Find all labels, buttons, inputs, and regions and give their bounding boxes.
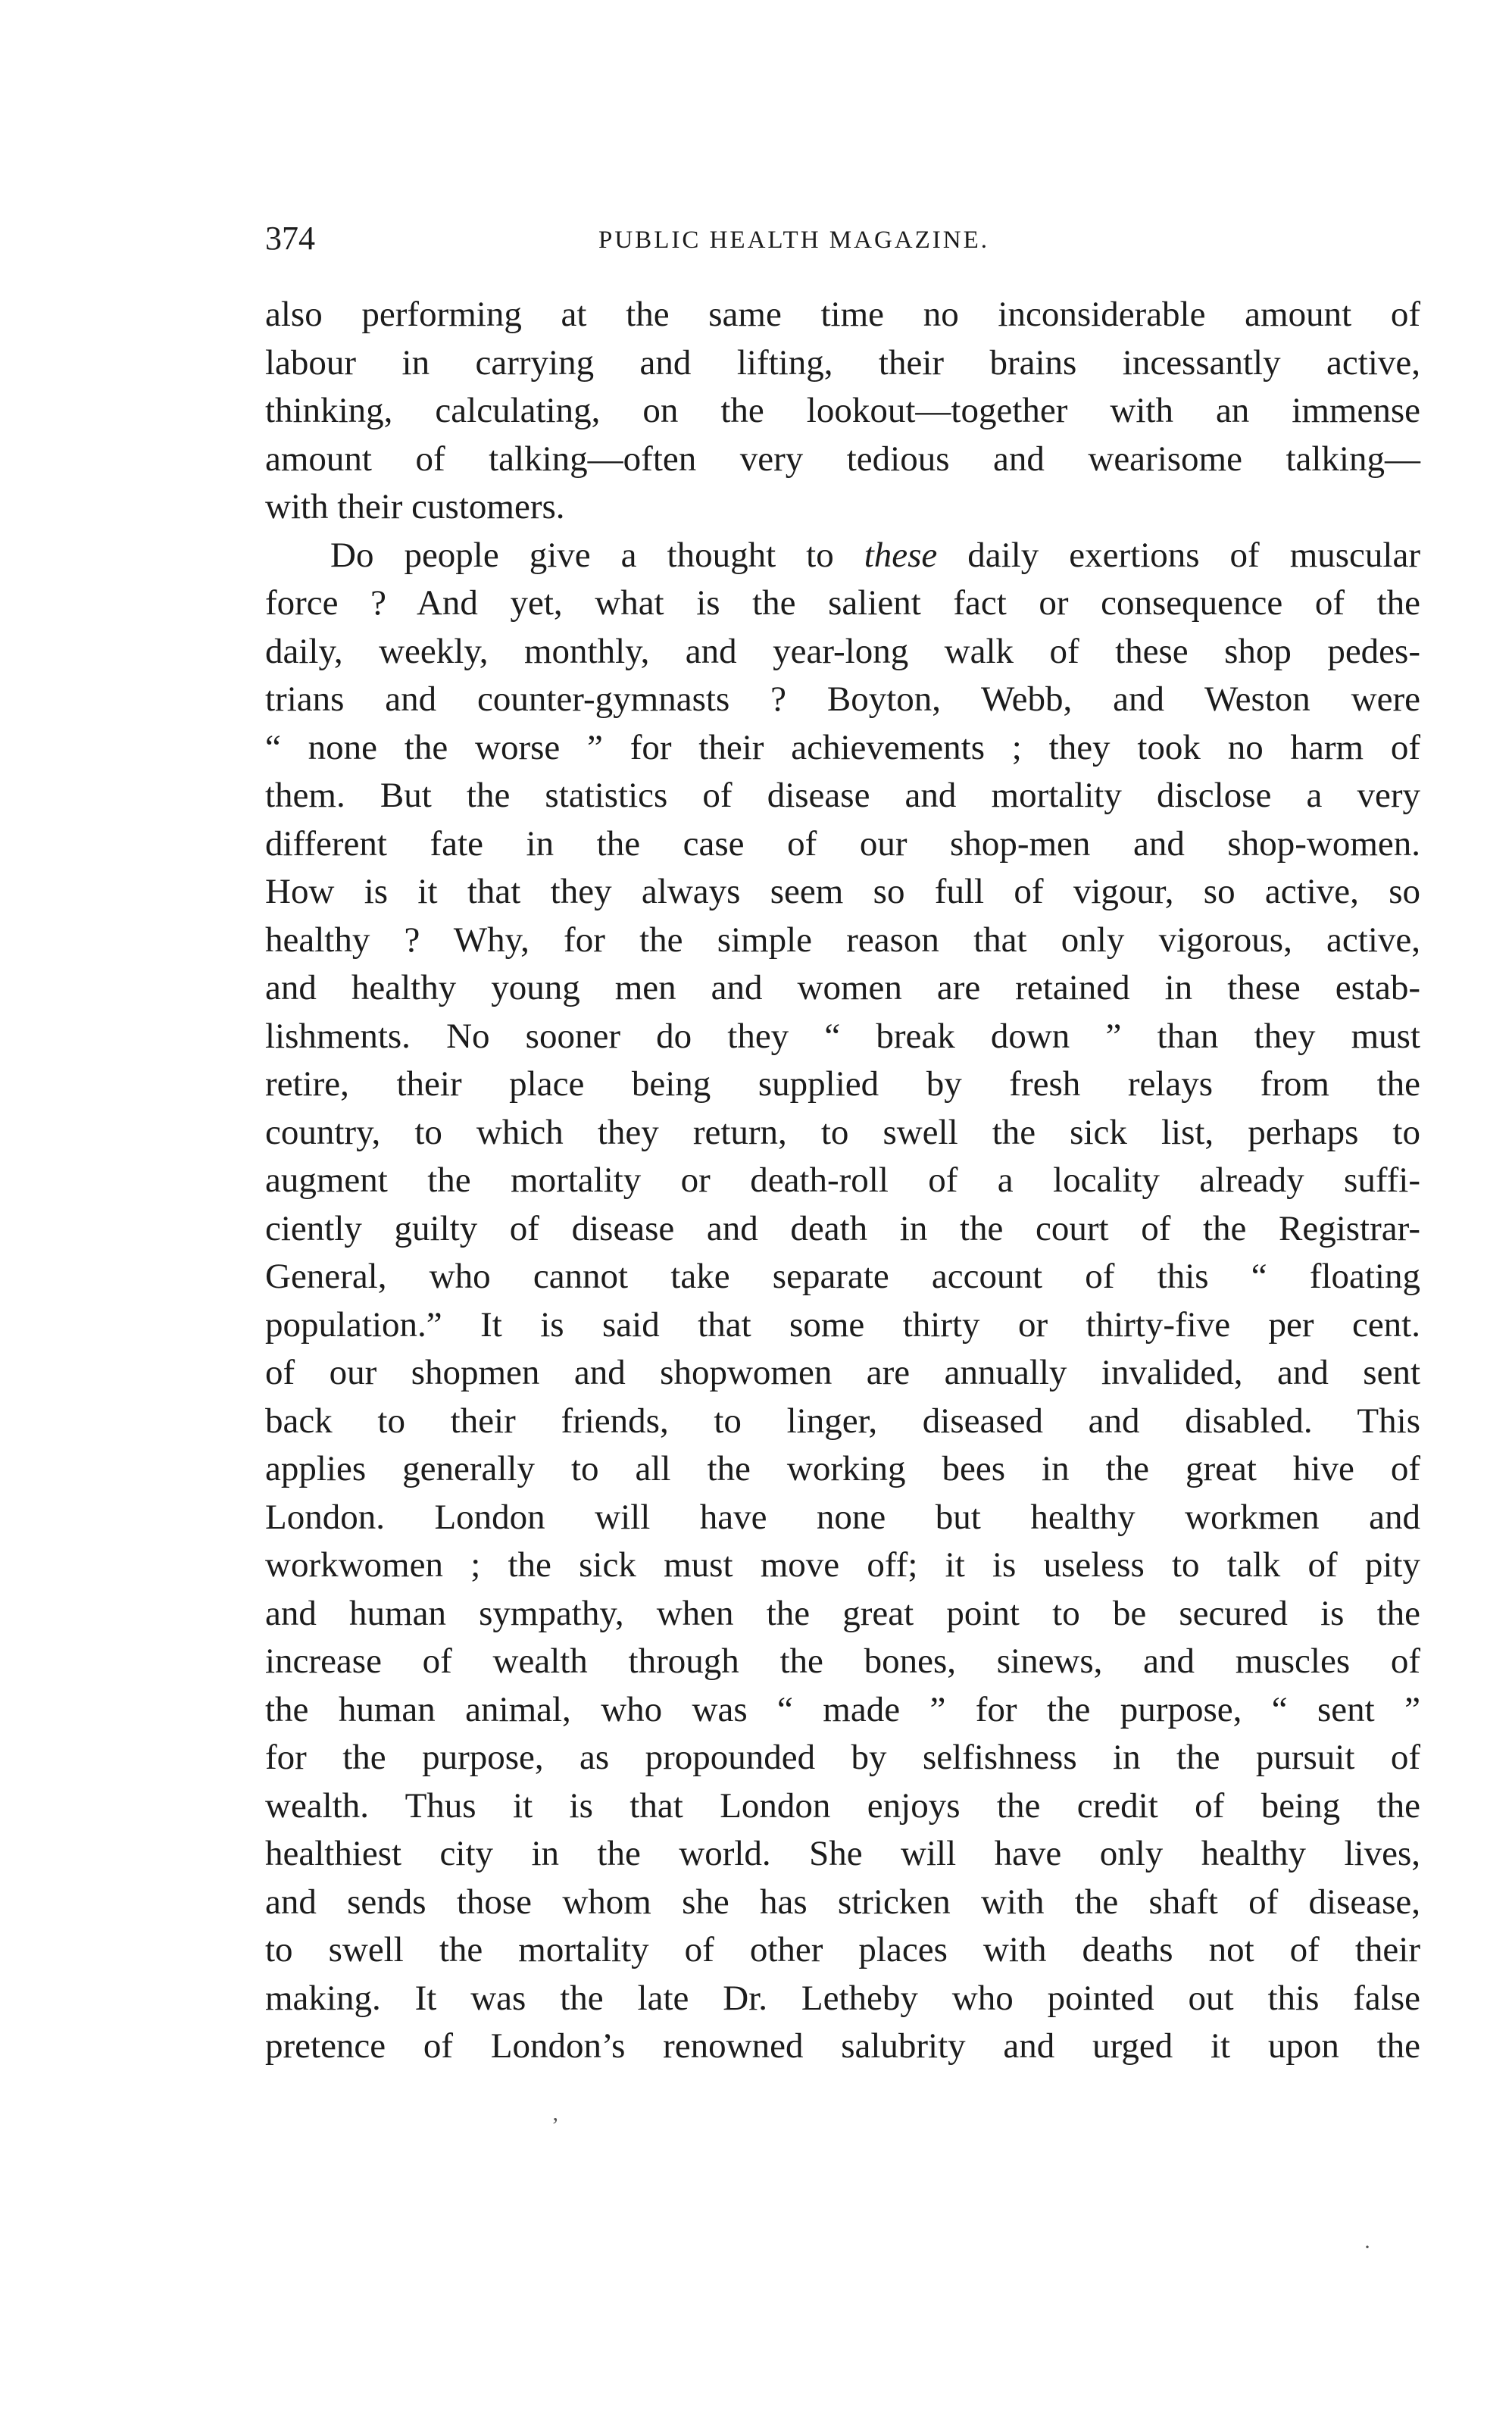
text-line: with their customers.: [265, 487, 565, 526]
page-number: 374: [265, 220, 315, 257]
text-before-emphasis: Do people give a thought to: [330, 535, 864, 575]
text-line: of our shopmen and shopwomen are annually invalided, and sent: [265, 1353, 1420, 1392]
body-text: [265, 291, 1420, 2071]
text-line: to swell the mortality of other places with deaths not of their: [265, 1930, 1420, 1969]
text-line: London. London will have none but healthy workmen and: [265, 1497, 1420, 1537]
text-line: augment the mortality or death-roll of a locality already suffi-: [265, 1160, 1420, 1200]
text-line: country, to which they return, to swell the sick list, perhaps to: [265, 1112, 1420, 1152]
text-line: How is it that they always seem so full of vigour, so active, so: [265, 872, 1420, 911]
text-line: trians and counter-gymnasts ? Boyton, Webb, and Weston were: [265, 679, 1420, 719]
text-line: and human sympathy, when the great point to be secured is the: [265, 1593, 1420, 1633]
text-line: population.” It is said that some thirty or thirty-five per cent.: [265, 1304, 1420, 1345]
text-line: amount of talking—often very tedious and wearisome talking—: [265, 439, 1420, 479]
text-line: making. It was the late Dr. Letheby who pointed out this false: [265, 1978, 1420, 2018]
text-line: force ? And yet, what is the salient fact or consequence of the: [265, 583, 1420, 623]
text-line: also performing at the same time no inconsiderable amount of: [265, 295, 1420, 334]
running-head: [265, 220, 1420, 258]
text-line: thinking, calculating, on the lookout—together with an immense: [265, 391, 1420, 430]
text-line: ciently guilty of disease and death in the court of the Registrar-: [265, 1208, 1420, 1248]
ink-speck: ·: [1364, 2235, 1371, 2260]
text-line: and healthy young men and women are retained in these estab-: [265, 968, 1420, 1007]
text-line: retire, their place being supplied by fresh relays from the: [265, 1064, 1420, 1104]
text-line: pretence of London’s renowned salubrity and urged it upon the: [265, 2026, 1420, 2066]
paragraph-start-line: [265, 532, 1420, 580]
text-line: the human animal, who was “ made ” for the purpose, “ sent ”: [265, 1689, 1420, 1729]
text-line: lishments. No sooner do they “ break down ” than they must: [265, 1016, 1420, 1056]
text-line: General, who cannot take separate account of this “ floating: [265, 1257, 1420, 1296]
text-line: increase of wealth through the bones, sinews, and muscles of: [265, 1641, 1420, 1681]
text-after-emphasis: daily exertions of muscular: [937, 535, 1420, 575]
text-line: different fate in the case of our shop-men and shop-women.: [265, 823, 1420, 864]
text-line: them. But the statistics of disease and mortality disclose a very: [265, 776, 1420, 815]
text-line: “ none the worse ” for their achievements ; they took no harm of: [265, 727, 1420, 767]
text-line: wealth. Thus it is that London enjoys the credit of being the: [265, 1785, 1420, 1826]
running-title: PUBLIC HEALTH MAGAZINE.: [598, 226, 990, 254]
text-line: and sends those whom she has stricken with the shaft of disease,: [265, 1882, 1420, 1922]
text-line: healthiest city in the world. She will have only healthy lives,: [265, 1834, 1420, 1873]
text-line: labour in carrying and lifting, their brains incessantly active,: [265, 342, 1420, 383]
ink-speck: ʼ: [551, 2113, 559, 2138]
text-line: workwomen ; the sick must move off; it is useless to talk of pity: [265, 1545, 1420, 1585]
emphasized-word: these: [864, 535, 938, 575]
text-line: for the purpose, as propounded by selfishness in the pursuit of: [265, 1738, 1420, 1777]
text-line: daily, weekly, monthly, and year-long walk of these shop pedes-: [265, 631, 1420, 671]
text-line: healthy ? Why, for the simple reason that only vigorous, active,: [265, 920, 1420, 960]
text-line: applies generally to all the working bees in the great hive of: [265, 1449, 1420, 1488]
text-line: back to their friends, to linger, diseased and disabled. This: [265, 1401, 1420, 1441]
